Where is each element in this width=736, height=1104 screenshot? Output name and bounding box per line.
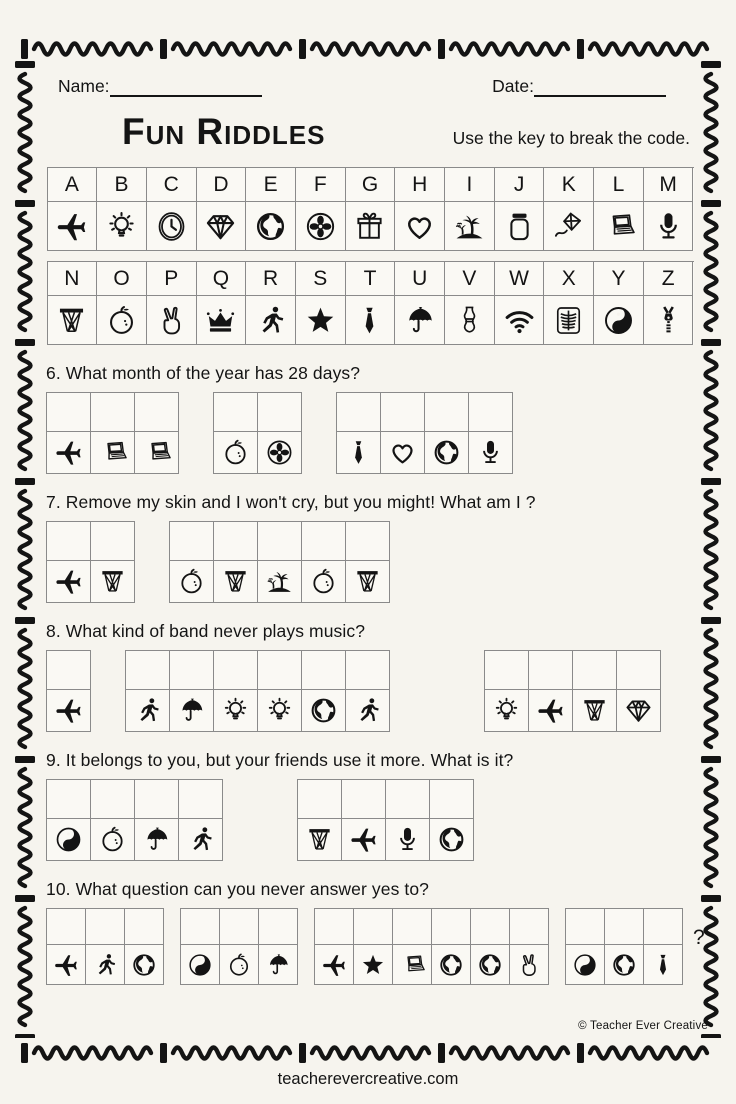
umbrella-icon (142, 825, 171, 854)
key-letter-N: N (48, 262, 98, 296)
runner-icon (133, 696, 162, 725)
key-symbol-B (97, 202, 147, 251)
answer-symbol-cell (315, 945, 354, 985)
laptop-icon (98, 438, 127, 467)
key-letter-H: H (395, 168, 445, 202)
orange-icon (309, 567, 338, 596)
heart-icon (403, 210, 436, 243)
answer-word-boxes (297, 779, 474, 861)
decorative-border-top (20, 36, 716, 62)
answer-word-boxes (169, 521, 390, 603)
answer-write-cell[interactable] (135, 780, 179, 819)
answer-write-cell[interactable] (302, 522, 346, 561)
answer-symbol-cell (47, 432, 91, 474)
answer-symbol-cell (302, 561, 346, 603)
decorative-border-right (698, 60, 724, 1038)
star-icon (304, 304, 337, 337)
basketball-net-icon (305, 825, 334, 854)
riddle-8 (46, 621, 694, 732)
answer-symbol-cell (214, 690, 258, 732)
riddle-question: 6. What month of the year has 28 days? (46, 363, 361, 383)
answer-write-cell[interactable] (258, 393, 302, 432)
page-title: Fun Riddles (122, 111, 326, 152)
instructions-text: Use the key to break the code. (452, 128, 690, 148)
answer-write-cell[interactable] (47, 909, 86, 945)
airplane-icon (54, 696, 83, 725)
key-table-row-2 (47, 261, 694, 345)
fan-icon (304, 210, 337, 243)
answer-symbol-cell (485, 690, 529, 732)
answer-word-boxes (565, 908, 683, 985)
date-label: Date: (492, 76, 534, 96)
key-symbol-S (296, 296, 346, 345)
key-letter-Q: Q (197, 262, 247, 296)
riddle-9 (46, 750, 694, 861)
orange-icon (221, 438, 250, 467)
answer-symbol-cell (258, 561, 302, 603)
airplane-icon (55, 210, 88, 243)
key-symbol-E (246, 202, 296, 251)
answer-write-cell[interactable] (529, 651, 573, 690)
answer-write-cell[interactable] (220, 909, 259, 945)
riddles-list (46, 363, 705, 985)
basketball-net-icon (580, 696, 609, 725)
key-symbol-U (395, 296, 445, 345)
answer-symbol-cell (573, 690, 617, 732)
answer-symbol-cell (469, 432, 513, 474)
answer-symbol-cell (170, 690, 214, 732)
answer-write-cell[interactable] (485, 651, 529, 690)
key-symbol-J (495, 202, 545, 251)
riddle-10 (46, 879, 705, 985)
key-letter-G: G (346, 168, 396, 202)
decorative-border-left (12, 60, 38, 1038)
crown-icon (204, 304, 237, 337)
microphone-icon (393, 825, 422, 854)
key-letter-L: L (594, 168, 644, 202)
answer-symbol-cell (298, 819, 342, 861)
orange-icon (105, 304, 138, 337)
answer-write-cell[interactable] (47, 651, 91, 690)
key-letter-J: J (495, 168, 545, 202)
website-url: teacherevercreative.com (277, 1070, 459, 1088)
answer-write-cell[interactable] (86, 909, 125, 945)
key-letter-D: D (197, 168, 247, 202)
answer-write-cell[interactable] (170, 651, 214, 690)
airplane-icon (53, 952, 79, 978)
answer-symbol-cell (386, 819, 430, 861)
answer-word-boxes (125, 650, 390, 732)
answer-write-cell[interactable] (181, 909, 220, 945)
answer-write-cell[interactable] (298, 780, 342, 819)
basketball-net-icon (353, 567, 382, 596)
wifi-icon (503, 304, 536, 337)
answer-word-boxes (336, 392, 513, 474)
answer-boxes-row (46, 521, 694, 603)
answer-write-cell[interactable] (258, 651, 302, 690)
riddle-7 (46, 492, 694, 603)
answer-write-cell[interactable] (47, 780, 91, 819)
name-date-row (46, 76, 694, 97)
answer-boxes-row (46, 908, 705, 985)
key-symbol-W (495, 296, 545, 345)
answer-symbol-cell (170, 561, 214, 603)
vase-icon (453, 304, 486, 337)
answer-write-cell[interactable] (605, 909, 644, 945)
basketball-net-icon (55, 304, 88, 337)
key-symbol-P (147, 296, 197, 345)
key-symbol-Z (644, 296, 694, 345)
key-letter-X: X (544, 262, 594, 296)
date-field (492, 76, 666, 97)
key-letter-K: K (544, 168, 594, 202)
worksheet-content (46, 64, 705, 985)
key-letter-O: O (97, 262, 147, 296)
answer-write-cell[interactable] (135, 393, 179, 432)
zipper-icon (652, 304, 685, 337)
clock-icon (155, 210, 188, 243)
umbrella-icon (403, 304, 436, 337)
answer-write-cell[interactable] (47, 522, 91, 561)
answer-symbol-cell (214, 561, 258, 603)
tie-icon (353, 304, 386, 337)
orange-icon (98, 825, 127, 854)
key-letter-T: T (346, 262, 396, 296)
yin-yang-icon (54, 825, 83, 854)
answer-write-cell[interactable] (259, 909, 298, 945)
answer-write-cell[interactable] (302, 651, 346, 690)
fan-icon (265, 438, 294, 467)
answer-boxes-row (46, 779, 694, 861)
lightbulb-icon (221, 696, 250, 725)
riddle-question: 8. What kind of band never plays music? (46, 621, 366, 641)
answer-symbol-cell (91, 561, 135, 603)
peace-hand-icon (516, 952, 542, 978)
earth-icon (432, 438, 461, 467)
key-symbol-C (147, 202, 197, 251)
answer-write-cell[interactable] (214, 651, 258, 690)
answer-write-cell[interactable] (471, 909, 510, 945)
answer-symbol-cell (47, 690, 91, 732)
answer-write-cell[interactable] (125, 909, 164, 945)
orange-icon (226, 952, 252, 978)
answer-write-cell[interactable] (566, 909, 605, 945)
key-symbol-Y (594, 296, 644, 345)
answer-write-cell[interactable] (617, 651, 661, 690)
key-symbol-M (644, 202, 694, 251)
key-symbol-F (296, 202, 346, 251)
answer-write-cell[interactable] (430, 780, 474, 819)
key-letter-S: S (296, 262, 346, 296)
key-symbol-I (445, 202, 495, 251)
answer-symbol-cell (135, 432, 179, 474)
answer-word-boxes (180, 908, 298, 985)
answer-word-boxes (46, 908, 164, 985)
lightbulb-icon (492, 696, 521, 725)
answer-symbol-cell (529, 690, 573, 732)
copyright-credit: © Teacher Ever Creative (578, 1020, 708, 1032)
basketball-net-icon (221, 567, 250, 596)
umbrella-icon (265, 952, 291, 978)
answer-symbol-cell (47, 819, 91, 861)
xray-icon (552, 304, 585, 337)
key-letter-U: U (395, 262, 445, 296)
answer-word-boxes (314, 908, 549, 985)
decorative-border-bottom (20, 1040, 716, 1066)
key-letter-A: A (48, 168, 98, 202)
answer-write-cell[interactable] (91, 393, 135, 432)
jar-icon (503, 210, 536, 243)
answer-write-cell[interactable] (510, 909, 549, 945)
answer-write-cell[interactable] (47, 393, 91, 432)
answer-symbol-cell (471, 945, 510, 985)
earth-icon (611, 952, 637, 978)
key-letter-M: M (644, 168, 694, 202)
key-symbol-K (544, 202, 594, 251)
key-symbol-X (544, 296, 594, 345)
answer-symbol-cell (181, 945, 220, 985)
key-letter-F: F (296, 168, 346, 202)
answer-symbol-cell (91, 819, 135, 861)
key-letter-C: C (147, 168, 197, 202)
question-mark-suffix: ? (693, 926, 705, 949)
answer-symbol-cell (566, 945, 605, 985)
answer-symbol-cell (126, 690, 170, 732)
answer-write-cell[interactable] (315, 909, 354, 945)
answer-symbol-cell (617, 690, 661, 732)
tie-icon (650, 952, 676, 978)
kite-icon (552, 210, 585, 243)
answer-write-cell[interactable] (342, 780, 386, 819)
answer-symbol-cell (346, 561, 390, 603)
answer-write-cell[interactable] (91, 522, 135, 561)
answer-write-cell[interactable] (432, 909, 471, 945)
laptop-icon (142, 438, 171, 467)
key-symbol-N (48, 296, 98, 345)
answer-write-cell[interactable] (258, 522, 302, 561)
answer-write-cell[interactable] (170, 522, 214, 561)
diamond-icon (624, 696, 653, 725)
runner-icon (186, 825, 215, 854)
answer-word-boxes (46, 392, 179, 474)
key-letter-V: V (445, 262, 495, 296)
name-field (58, 76, 262, 97)
answer-write-cell[interactable] (573, 651, 617, 690)
answer-symbol-cell (337, 432, 381, 474)
key-symbol-D (197, 202, 247, 251)
answer-symbol-cell (354, 945, 393, 985)
answer-write-cell[interactable] (179, 780, 223, 819)
title-row (46, 111, 694, 153)
island-icon (453, 210, 486, 243)
answer-symbol-cell (220, 945, 259, 985)
airplane-icon (321, 952, 347, 978)
riddle-question: 9. It belongs to you, but your friends use it more. What is it? (46, 750, 514, 770)
answer-symbol-cell (425, 432, 469, 474)
answer-symbol-cell (342, 819, 386, 861)
runner-icon (254, 304, 287, 337)
answer-symbol-cell (432, 945, 471, 985)
key-symbol-Q (197, 296, 247, 345)
answer-write-cell[interactable] (393, 909, 432, 945)
answer-word-boxes (46, 650, 91, 732)
key-letter-Z: Z (644, 262, 694, 296)
answer-symbol-cell (47, 945, 86, 985)
answer-write-cell[interactable] (214, 522, 258, 561)
yin-yang-icon (602, 304, 635, 337)
answer-symbol-cell (258, 690, 302, 732)
earth-icon (438, 952, 464, 978)
riddle-6 (46, 363, 694, 474)
answer-symbol-cell (86, 945, 125, 985)
lightbulb-icon (265, 696, 294, 725)
answer-symbol-cell (47, 561, 91, 603)
yin-yang-icon (187, 952, 213, 978)
answer-word-boxes (213, 392, 302, 474)
answer-symbol-cell (510, 945, 549, 985)
key-symbol-H (395, 202, 445, 251)
yin-yang-icon (572, 952, 598, 978)
answer-write-cell[interactable] (469, 393, 513, 432)
key-symbol-R (246, 296, 296, 345)
answer-symbol-cell (179, 819, 223, 861)
microphone-icon (652, 210, 685, 243)
answer-symbol-cell (302, 690, 346, 732)
answer-write-cell[interactable] (381, 393, 425, 432)
answer-boxes-row (46, 650, 694, 732)
name-label: Name: (58, 76, 110, 96)
key-table-row-1 (47, 167, 694, 251)
answer-write-cell[interactable] (214, 393, 258, 432)
peace-hand-icon (155, 304, 188, 337)
answer-word-boxes (46, 779, 223, 861)
earth-icon (131, 952, 157, 978)
answer-symbol-cell (91, 432, 135, 474)
key-letter-R: R (246, 262, 296, 296)
answer-symbol-cell (393, 945, 432, 985)
laptop-icon (602, 210, 635, 243)
name-input-line[interactable] (110, 77, 262, 97)
answer-write-cell[interactable] (337, 393, 381, 432)
key-symbol-V (445, 296, 495, 345)
riddle-question: 10. What question can you never answer yes to? (46, 879, 430, 899)
star-icon (360, 952, 386, 978)
key-letter-Y: Y (594, 262, 644, 296)
answer-write-cell[interactable] (346, 522, 390, 561)
key-symbol-L (594, 202, 644, 251)
answer-symbol-cell (605, 945, 644, 985)
answer-symbol-cell (346, 690, 390, 732)
key-letter-B: B (97, 168, 147, 202)
key-symbol-A (48, 202, 98, 251)
airplane-icon (54, 438, 83, 467)
key-symbol-O (97, 296, 147, 345)
umbrella-icon (177, 696, 206, 725)
airplane-icon (349, 825, 378, 854)
key-letter-W: W (495, 262, 545, 296)
basketball-net-icon (98, 567, 127, 596)
lightbulb-icon (105, 210, 138, 243)
answer-word-boxes (46, 521, 135, 603)
runner-icon (353, 696, 382, 725)
answer-word-boxes (484, 650, 661, 732)
laptop-icon (399, 952, 425, 978)
answer-boxes-row (46, 392, 694, 474)
runner-icon (92, 952, 118, 978)
island-icon (265, 567, 294, 596)
earth-icon (477, 952, 503, 978)
answer-write-cell[interactable] (425, 393, 469, 432)
heart-icon (388, 438, 417, 467)
tie-icon (344, 438, 373, 467)
answer-symbol-cell (214, 432, 258, 474)
microphone-icon (476, 438, 505, 467)
orange-icon (177, 567, 206, 596)
riddle-question: 7. Remove my skin and I won't cry, but you might! What am I ? (46, 492, 536, 512)
earth-icon (309, 696, 338, 725)
answer-symbol-cell (644, 945, 683, 985)
date-input-line[interactable] (534, 77, 666, 97)
cipher-key (46, 167, 694, 345)
airplane-icon (536, 696, 565, 725)
answer-symbol-cell (258, 432, 302, 474)
answer-write-cell[interactable] (354, 909, 393, 945)
answer-symbol-cell (135, 819, 179, 861)
answer-write-cell[interactable] (91, 780, 135, 819)
answer-symbol-cell (430, 819, 474, 861)
key-letter-E: E (246, 168, 296, 202)
answer-write-cell[interactable] (346, 651, 390, 690)
key-letter-P: P (147, 262, 197, 296)
key-letter-I: I (445, 168, 495, 202)
diamond-icon (204, 210, 237, 243)
earth-icon (254, 210, 287, 243)
answer-symbol-cell (125, 945, 164, 985)
airplane-icon (54, 567, 83, 596)
answer-symbol-cell (259, 945, 298, 985)
gift-icon (353, 210, 386, 243)
answer-write-cell[interactable] (126, 651, 170, 690)
key-symbol-T (346, 296, 396, 345)
earth-icon (437, 825, 466, 854)
answer-symbol-cell (381, 432, 425, 474)
answer-write-cell[interactable] (386, 780, 430, 819)
key-symbol-G (346, 202, 396, 251)
answer-write-cell[interactable] (644, 909, 683, 945)
